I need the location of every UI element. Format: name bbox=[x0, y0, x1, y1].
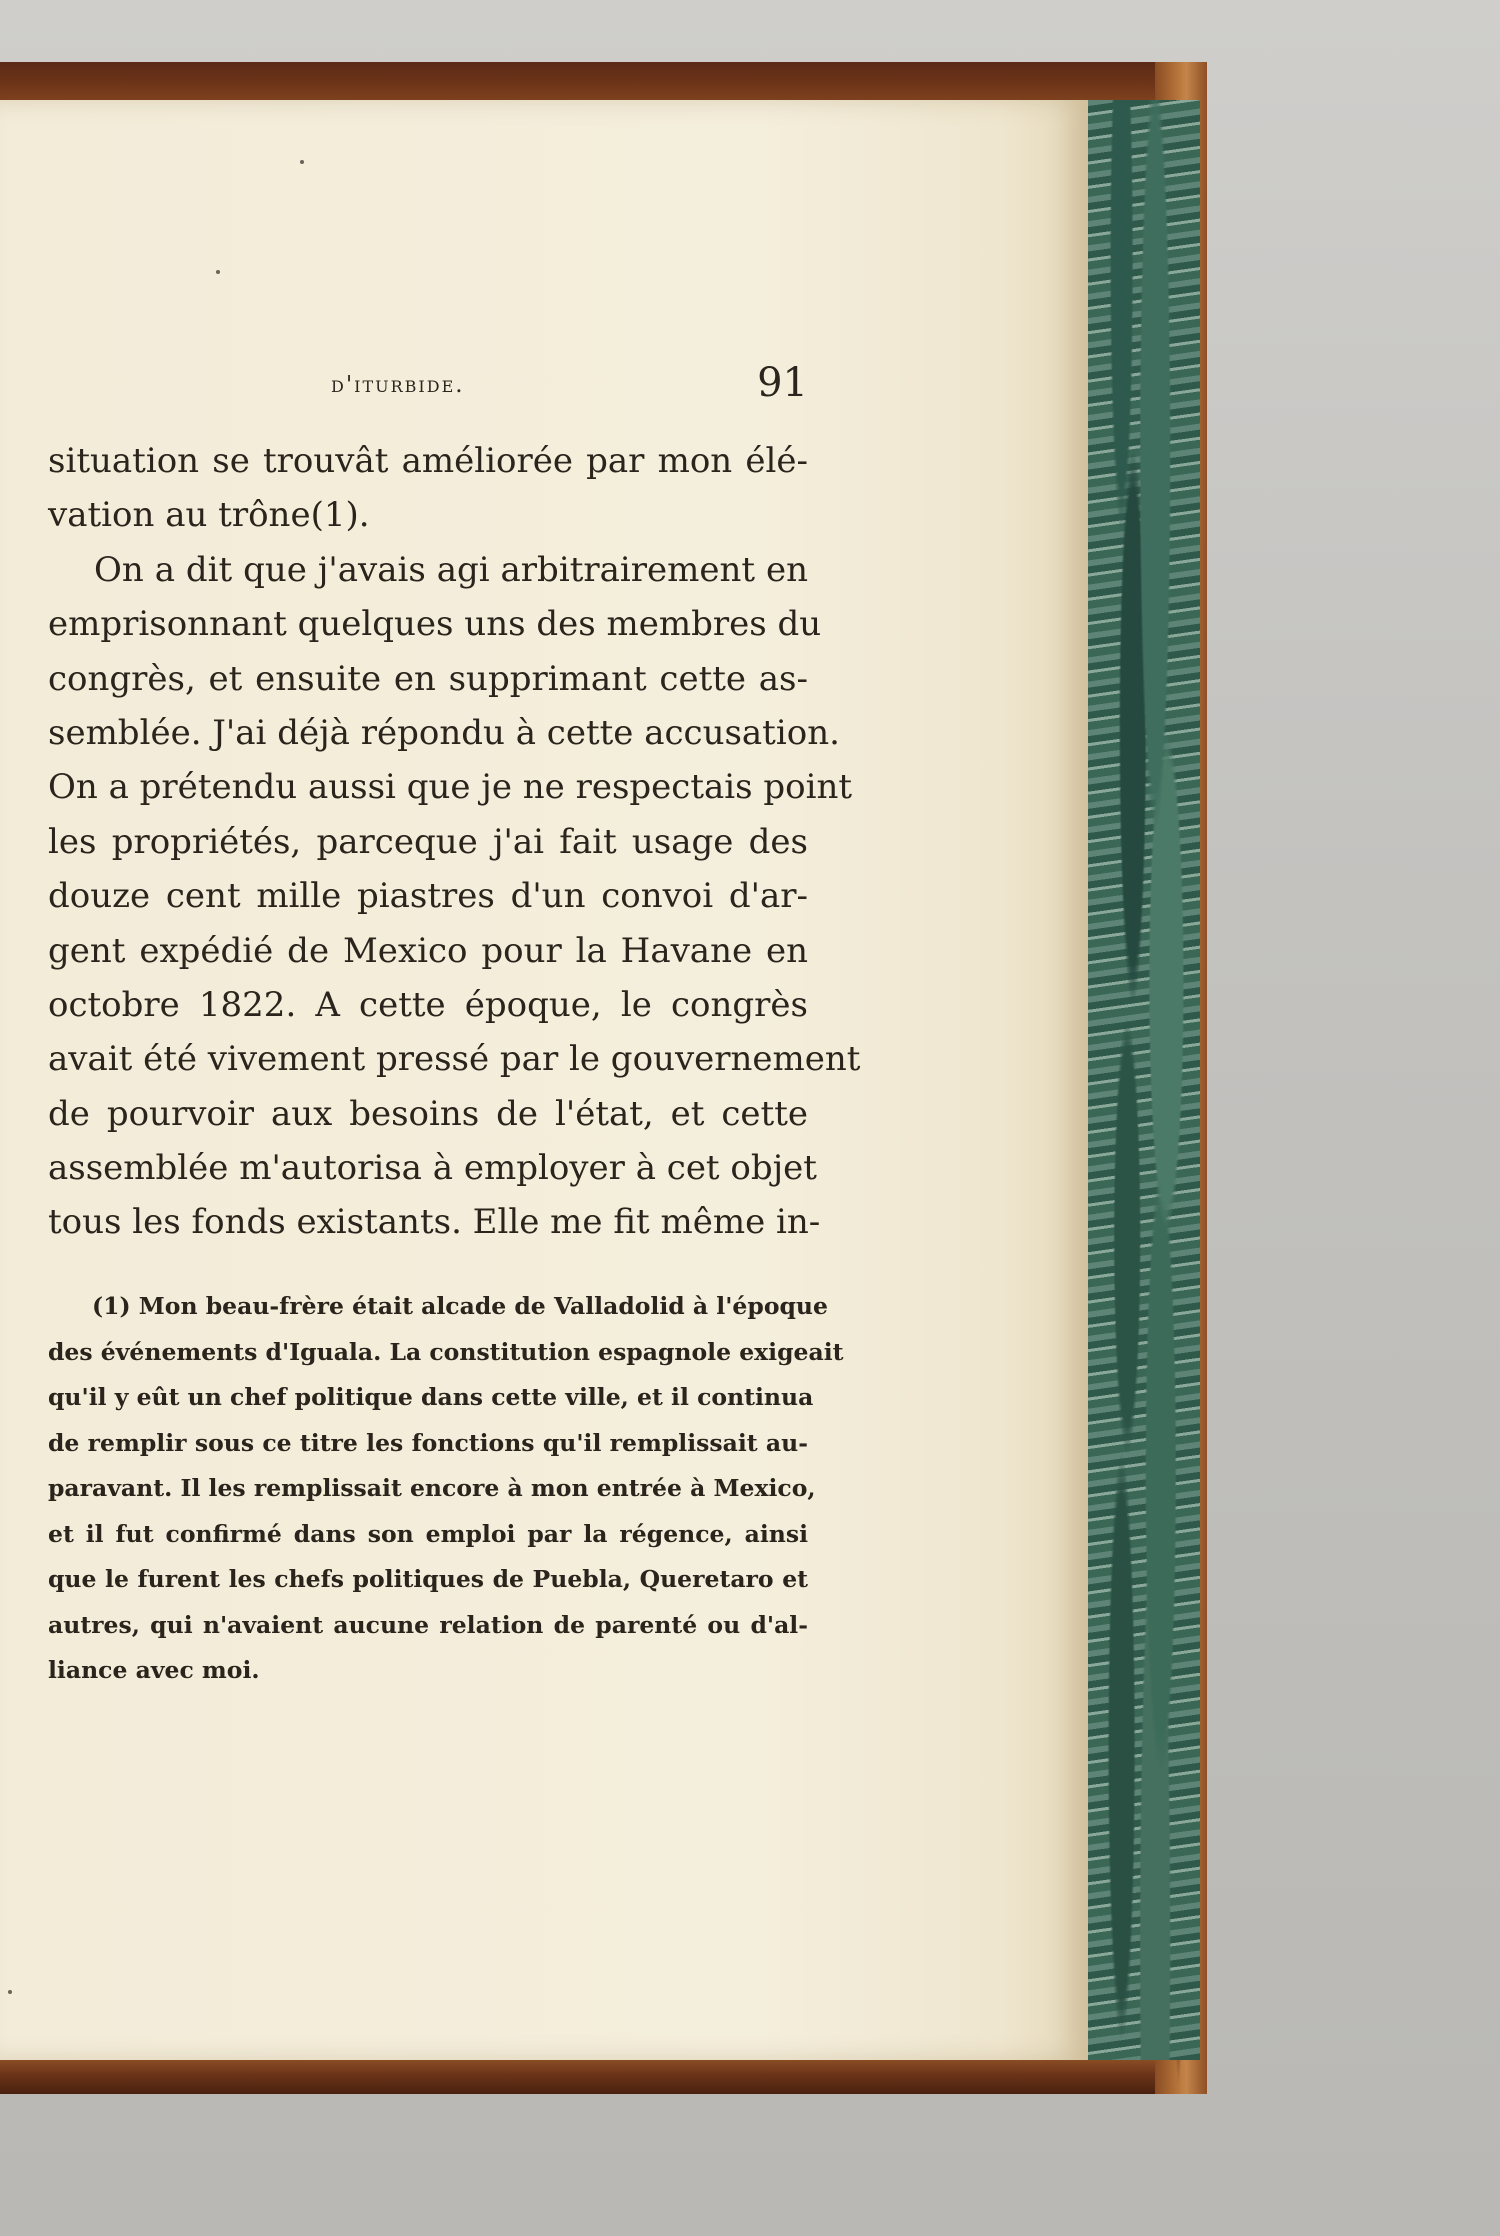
paper-speck bbox=[300, 160, 304, 164]
text-line: gent expédié de Mexico pour la Havane en bbox=[48, 930, 808, 971]
running-head-title: d'iturbide. bbox=[331, 372, 465, 398]
text-line: congrès, et ensuite en supprimant cette as- bbox=[48, 658, 808, 699]
footnote-line: des événements d'Iguala. La constitution espagnole exigeait bbox=[48, 1337, 844, 1366]
text-line: les propriétés, parceque j'ai fait usage des bbox=[48, 821, 808, 862]
footnote-line: (1) Mon beau-frère était alcade de Valladolid à l'époque bbox=[92, 1292, 828, 1320]
main-text bbox=[48, 434, 861, 1250]
page-number: 91 bbox=[757, 360, 808, 406]
footnote-line: que le furent les chefs politiques de Puebla, Queretaro et bbox=[48, 1565, 808, 1593]
marbled-fore-edge bbox=[1088, 100, 1200, 2060]
footnote-line: liance avec moi. bbox=[48, 1656, 260, 1684]
text-line: situation se trouvât améliorée par mon élé- bbox=[48, 441, 808, 481]
text-line: octobre 1822. A cette époque, le congrès bbox=[48, 984, 808, 1025]
text-line: avait été vivement pressé par le gouvernement bbox=[48, 1039, 861, 1080]
text-line: tous les fonds existants. Elle me fit même in- bbox=[48, 1202, 821, 1243]
paper-speck bbox=[216, 270, 220, 274]
text-line: assemblée m'autorisa à employer à cet objet bbox=[48, 1148, 817, 1189]
footnote-line: et il fut confirmé dans son emploi par la régence, ainsi bbox=[48, 1519, 808, 1548]
text-line: de pourvoir aux besoins de l'état, et cette bbox=[48, 1093, 808, 1134]
text-line: vation au trône(1). bbox=[48, 495, 370, 536]
text-line: On a prétendu aussi que je ne respectais point bbox=[48, 767, 853, 808]
footnote bbox=[48, 1284, 844, 1694]
text-line: On a dit que j'avais agi arbitrairement en bbox=[94, 549, 808, 590]
footnote-line: autres, qui n'avaient aucune relation de parenté ou d'al- bbox=[48, 1610, 808, 1639]
footnote-line: paravant. Il les remplissait encore à mon entrée à Mexico, bbox=[48, 1474, 816, 1502]
footnote-line: de remplir sous ce titre les fonctions qu'il remplissait au- bbox=[48, 1428, 808, 1457]
paper-speck bbox=[8, 1990, 12, 1994]
text-line: semblée. J'ai déjà répondu à cette accusation. bbox=[48, 712, 840, 753]
footnote-line: qu'il y eût un chef politique dans cette ville, et il continua bbox=[48, 1383, 814, 1411]
running-head bbox=[48, 360, 808, 418]
text-line: douze cent mille piastres d'un convoi d'ar- bbox=[48, 876, 808, 917]
text-line: emprisonnant quelques uns des membres du bbox=[48, 604, 822, 645]
